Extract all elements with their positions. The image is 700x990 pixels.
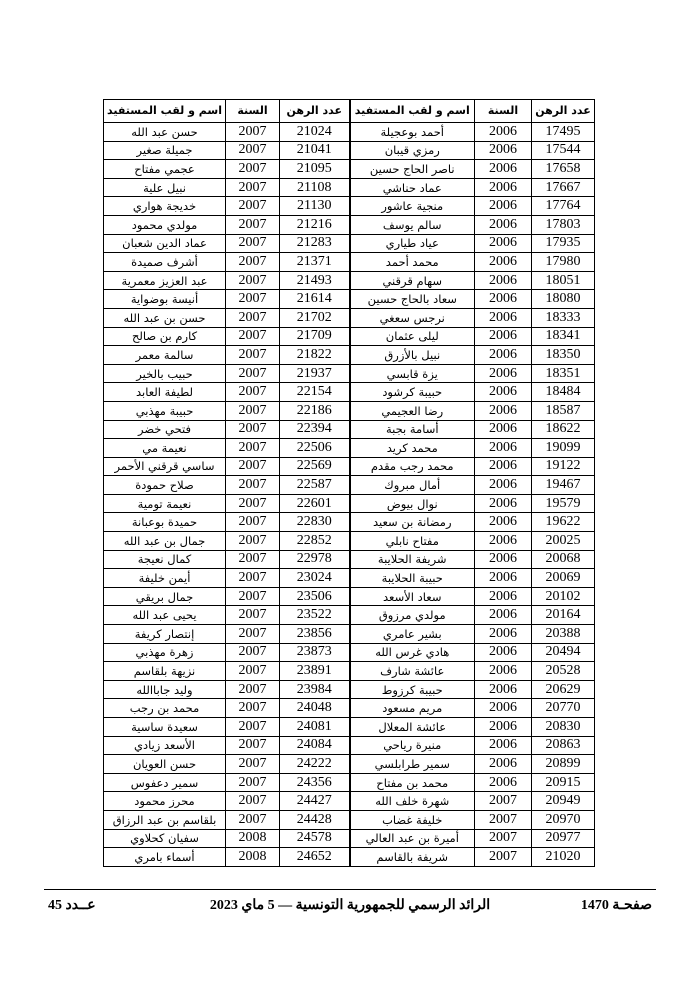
table-row <box>104 346 595 365</box>
year-cell: 2007 <box>226 160 280 179</box>
pledge-number-cell: 21614 <box>280 290 350 309</box>
pledge-number-cell: 21024 <box>280 123 350 142</box>
beneficiary-name-cell: حبيبة كرزوط <box>350 680 475 699</box>
table-row <box>104 215 595 234</box>
beneficiary-name-cell: أمال مبروك <box>350 476 475 495</box>
year-cell: 2007 <box>226 494 280 513</box>
year-cell: 2006 <box>475 476 532 495</box>
table-header-row <box>104 100 595 123</box>
table-body <box>104 123 595 867</box>
beneficiary-name-cell: فتحي خضر <box>104 420 226 439</box>
year-cell: 2007 <box>226 513 280 532</box>
pledge-number-cell: 24222 <box>280 755 350 774</box>
beneficiary-name-cell: يزة قابسي <box>350 364 475 383</box>
pledge-number-cell: 20069 <box>532 569 595 588</box>
beneficiary-name-cell: كارم بن صالح <box>104 327 226 346</box>
year-cell: 2006 <box>475 383 532 402</box>
beneficiary-name-cell: نبيل بالأزرق <box>350 346 475 365</box>
table-row <box>104 513 595 532</box>
beneficiary-name-cell: محمد رجب مقدم <box>350 457 475 476</box>
beneficiary-name-cell: حسن بن عبد الله <box>104 308 226 327</box>
year-cell: 2006 <box>475 680 532 699</box>
beneficiary-name-cell: أيمن خليفة <box>104 569 226 588</box>
beneficiary-name-cell: شريفة الحلايبة <box>350 550 475 569</box>
table-row <box>104 141 595 160</box>
year-cell: 2007 <box>226 308 280 327</box>
year-cell: 2006 <box>475 197 532 216</box>
year-cell: 2006 <box>475 699 532 718</box>
beneficiary-name-cell: مولدي مرزوق <box>350 606 475 625</box>
beneficiary-name-cell: حسن العويان <box>104 755 226 774</box>
table-row <box>104 364 595 383</box>
table-row <box>104 290 595 309</box>
pledge-number-cell: 22830 <box>280 513 350 532</box>
year-cell: 2007 <box>226 736 280 755</box>
year-cell: 2006 <box>475 773 532 792</box>
year-cell: 2007 <box>226 718 280 737</box>
header-beneficiary: اسم و لقب المستفيد <box>350 100 475 123</box>
beneficiaries-table <box>103 99 595 867</box>
pledge-number-cell: 22978 <box>280 550 350 569</box>
year-cell: 2006 <box>475 625 532 644</box>
year-cell: 2006 <box>475 550 532 569</box>
pledge-number-cell: 18080 <box>532 290 595 309</box>
header-pledge-number: عدد الرهن <box>532 100 595 123</box>
beneficiary-name-cell: خليفة غضاب <box>350 810 475 829</box>
year-cell: 2007 <box>226 234 280 253</box>
beneficiary-name-cell: جميلة صغير <box>104 141 226 160</box>
pledge-number-cell: 17803 <box>532 215 595 234</box>
beneficiary-name-cell: أحمد بوعجيلة <box>350 123 475 142</box>
year-cell: 2008 <box>226 848 280 867</box>
year-cell: 2006 <box>475 234 532 253</box>
pledge-number-cell: 21371 <box>280 253 350 272</box>
pledge-number-cell: 21020 <box>532 848 595 867</box>
year-cell: 2007 <box>226 755 280 774</box>
year-cell: 2007 <box>226 253 280 272</box>
pledge-number-cell: 17764 <box>532 197 595 216</box>
pledge-number-cell: 20977 <box>532 829 595 848</box>
beneficiary-name-cell: عجمي مفتاح <box>104 160 226 179</box>
beneficiary-name-cell: مريم مسعود <box>350 699 475 718</box>
table-row <box>104 587 595 606</box>
pledge-number-cell: 23873 <box>280 643 350 662</box>
pledge-number-cell: 21216 <box>280 215 350 234</box>
pledge-number-cell: 21283 <box>280 234 350 253</box>
year-cell: 2006 <box>475 160 532 179</box>
table-row <box>104 699 595 718</box>
table-row <box>104 792 595 811</box>
table-row <box>104 457 595 476</box>
beneficiary-name-cell: مفتاح نابلي <box>350 532 475 551</box>
table-row <box>104 160 595 179</box>
pledge-number-cell: 21937 <box>280 364 350 383</box>
pledge-number-cell: 20164 <box>532 606 595 625</box>
year-cell: 2007 <box>226 587 280 606</box>
pledge-number-cell: 22601 <box>280 494 350 513</box>
year-cell: 2007 <box>226 476 280 495</box>
year-cell: 2006 <box>475 587 532 606</box>
beneficiary-name-cell: خديجة هواري <box>104 197 226 216</box>
beneficiary-name-cell: منجية عاشور <box>350 197 475 216</box>
table-row <box>104 736 595 755</box>
pledge-number-cell: 22852 <box>280 532 350 551</box>
beneficiary-name-cell: شهرة خلف الله <box>350 792 475 811</box>
table-row <box>104 178 595 197</box>
beneficiary-name-cell: سالم يوسف <box>350 215 475 234</box>
header-year: السنة <box>475 100 532 123</box>
beneficiary-name-cell: كمال نعيجة <box>104 550 226 569</box>
beneficiary-name-cell: سمير طرابلسي <box>350 755 475 774</box>
beneficiary-name-cell: محمد كريد <box>350 439 475 458</box>
pledge-number-cell: 21822 <box>280 346 350 365</box>
pledge-number-cell: 21130 <box>280 197 350 216</box>
pledge-number-cell: 21709 <box>280 327 350 346</box>
pledge-number-cell: 22154 <box>280 383 350 402</box>
year-cell: 2006 <box>475 253 532 272</box>
beneficiary-name-cell: محمد بن رجب <box>104 699 226 718</box>
pledge-number-cell: 20629 <box>532 680 595 699</box>
beneficiary-name-cell: سهام قرقني <box>350 271 475 290</box>
beneficiary-name-cell: عماد الدين شعبان <box>104 234 226 253</box>
pledge-number-cell: 20025 <box>532 532 595 551</box>
beneficiary-name-cell: أشرف صميدة <box>104 253 226 272</box>
table-row <box>104 234 595 253</box>
table-row <box>104 848 595 867</box>
year-cell: 2006 <box>475 569 532 588</box>
beneficiary-name-cell: ناصر الحاج حسين <box>350 160 475 179</box>
year-cell: 2007 <box>226 123 280 142</box>
pledge-number-cell: 17935 <box>532 234 595 253</box>
pledge-number-cell: 22186 <box>280 401 350 420</box>
pledge-number-cell: 24084 <box>280 736 350 755</box>
pledge-number-cell: 23984 <box>280 680 350 699</box>
year-cell: 2007 <box>226 810 280 829</box>
pledge-number-cell: 17495 <box>532 123 595 142</box>
year-cell: 2006 <box>475 606 532 625</box>
footer-divider <box>44 889 656 890</box>
year-cell: 2006 <box>475 401 532 420</box>
pledge-number-cell: 20068 <box>532 550 595 569</box>
beneficiary-name-cell: سعاد الأسعد <box>350 587 475 606</box>
year-cell: 2007 <box>226 532 280 551</box>
beneficiary-name-cell: محمد بن مفتاح <box>350 773 475 792</box>
table-row <box>104 643 595 662</box>
pledge-number-cell: 24652 <box>280 848 350 867</box>
table-row <box>104 420 595 439</box>
pledge-number-cell: 21095 <box>280 160 350 179</box>
year-cell: 2007 <box>226 215 280 234</box>
table-row <box>104 718 595 737</box>
beneficiary-name-cell: عياد طياري <box>350 234 475 253</box>
pledge-number-cell: 23856 <box>280 625 350 644</box>
pledge-number-cell: 22394 <box>280 420 350 439</box>
beneficiary-name-cell: عبد العزيز معمرية <box>104 271 226 290</box>
year-cell: 2007 <box>226 439 280 458</box>
table-row <box>104 755 595 774</box>
pledge-number-cell: 21702 <box>280 308 350 327</box>
pledge-number-cell: 19467 <box>532 476 595 495</box>
issue-number: عــدد 45 <box>48 898 96 913</box>
year-cell: 2007 <box>226 773 280 792</box>
table-row <box>104 439 595 458</box>
year-cell: 2006 <box>475 736 532 755</box>
pledge-number-cell: 19579 <box>532 494 595 513</box>
year-cell: 2006 <box>475 643 532 662</box>
pledge-number-cell: 24427 <box>280 792 350 811</box>
year-cell: 2006 <box>475 215 532 234</box>
year-cell: 2006 <box>475 755 532 774</box>
year-cell: 2006 <box>475 290 532 309</box>
year-cell: 2006 <box>475 439 532 458</box>
beneficiary-name-cell: سعاد بالحاج حسين <box>350 290 475 309</box>
pledge-number-cell: 18587 <box>532 401 595 420</box>
year-cell: 2006 <box>475 364 532 383</box>
beneficiary-name-cell: صلاح حمودة <box>104 476 226 495</box>
pledge-number-cell: 18051 <box>532 271 595 290</box>
table-row <box>104 625 595 644</box>
beneficiary-name-cell: ساسي قرقني الأحمر <box>104 457 226 476</box>
table-row <box>104 810 595 829</box>
table-row <box>104 123 595 142</box>
table-row <box>104 550 595 569</box>
table-row <box>104 494 595 513</box>
pledge-number-cell: 19099 <box>532 439 595 458</box>
header-pledge-number: عدد الرهن <box>280 100 350 123</box>
year-cell: 2006 <box>475 532 532 551</box>
table-row <box>104 271 595 290</box>
pledge-number-cell: 23024 <box>280 569 350 588</box>
year-cell: 2006 <box>475 718 532 737</box>
beneficiary-name-cell: رضا العجيمي <box>350 401 475 420</box>
table-row <box>104 569 595 588</box>
beneficiary-name-cell: بلقاسم بن عبد الرزاق <box>104 810 226 829</box>
beneficiary-name-cell: شريفة بالقاسم <box>350 848 475 867</box>
beneficiary-name-cell: يحيى عبد الله <box>104 606 226 625</box>
pledge-number-cell: 20388 <box>532 625 595 644</box>
year-cell: 2007 <box>475 829 532 848</box>
pledge-number-cell: 20830 <box>532 718 595 737</box>
year-cell: 2008 <box>226 829 280 848</box>
beneficiary-name-cell: جمال بن عبد الله <box>104 532 226 551</box>
table-row <box>104 253 595 272</box>
beneficiary-name-cell: مولدي محمود <box>104 215 226 234</box>
pledge-number-cell: 21041 <box>280 141 350 160</box>
beneficiary-name-cell: نعيمة مي <box>104 439 226 458</box>
year-cell: 2007 <box>226 401 280 420</box>
year-cell: 2007 <box>226 178 280 197</box>
pledge-number-cell: 20949 <box>532 792 595 811</box>
pledge-number-cell: 17667 <box>532 178 595 197</box>
pledge-number-cell: 20102 <box>532 587 595 606</box>
pledge-number-cell: 22587 <box>280 476 350 495</box>
table-row <box>104 532 595 551</box>
header-beneficiary: اسم و لقب المستفيد <box>104 100 226 123</box>
year-cell: 2007 <box>226 680 280 699</box>
beneficiary-name-cell: محمد أحمد <box>350 253 475 272</box>
beneficiary-name-cell: نرجس سعغي <box>350 308 475 327</box>
table-row <box>104 476 595 495</box>
year-cell: 2007 <box>226 383 280 402</box>
beneficiary-name-cell: رمضانة بن سعيد <box>350 513 475 532</box>
beneficiary-name-cell: زهرة مهذبي <box>104 643 226 662</box>
table-row <box>104 308 595 327</box>
pledge-number-cell: 20970 <box>532 810 595 829</box>
pledge-number-cell: 24081 <box>280 718 350 737</box>
beneficiary-name-cell: عائشة المعلال <box>350 718 475 737</box>
beneficiary-name-cell: محرز محمود <box>104 792 226 811</box>
pledge-number-cell: 21493 <box>280 271 350 290</box>
year-cell: 2007 <box>226 271 280 290</box>
pledge-number-cell: 17544 <box>532 141 595 160</box>
beneficiary-name-cell: حبيبة كرشود <box>350 383 475 402</box>
beneficiary-name-cell: أنيسة بوضواية <box>104 290 226 309</box>
year-cell: 2007 <box>226 625 280 644</box>
pledge-number-cell: 17980 <box>532 253 595 272</box>
beneficiary-name-cell: سفيان كحلاوي <box>104 829 226 848</box>
page-number: صفحـة 1470 <box>580 898 652 913</box>
beneficiary-name-cell: جمال بريقي <box>104 587 226 606</box>
header-year: السنة <box>226 100 280 123</box>
beneficiary-name-cell: ليلى عثمان <box>350 327 475 346</box>
year-cell: 2007 <box>226 346 280 365</box>
year-cell: 2007 <box>226 141 280 160</box>
beneficiary-name-cell: لطيفة العابد <box>104 383 226 402</box>
pledge-number-cell: 22569 <box>280 457 350 476</box>
gazette-title: الرائد الرسمي للجمهورية التونسية — 5 ماي 2023 <box>209 898 491 913</box>
year-cell: 2007 <box>226 290 280 309</box>
pledge-number-cell: 20770 <box>532 699 595 718</box>
pledge-number-cell: 18350 <box>532 346 595 365</box>
pledge-number-cell: 18333 <box>532 308 595 327</box>
pledge-number-cell: 24428 <box>280 810 350 829</box>
pledge-number-cell: 20915 <box>532 773 595 792</box>
pledge-number-cell: 20899 <box>532 755 595 774</box>
table-row <box>104 327 595 346</box>
table-row <box>104 829 595 848</box>
beneficiary-name-cell: أميرة بن عبد العالي <box>350 829 475 848</box>
pledge-number-cell: 23891 <box>280 662 350 681</box>
pledge-number-cell: 23506 <box>280 587 350 606</box>
year-cell: 2006 <box>475 457 532 476</box>
year-cell: 2006 <box>475 494 532 513</box>
beneficiary-name-cell: أسامة بجبة <box>350 420 475 439</box>
table-row <box>104 197 595 216</box>
year-cell: 2006 <box>475 141 532 160</box>
year-cell: 2007 <box>226 662 280 681</box>
table-row <box>104 662 595 681</box>
pledge-number-cell: 20494 <box>532 643 595 662</box>
beneficiary-name-cell: أسماء بامري <box>104 848 226 867</box>
year-cell: 2007 <box>475 810 532 829</box>
year-cell: 2006 <box>475 178 532 197</box>
year-cell: 2006 <box>475 271 532 290</box>
beneficiary-name-cell: هادي غرس الله <box>350 643 475 662</box>
year-cell: 2007 <box>475 848 532 867</box>
beneficiary-name-cell: إنتصار كريفة <box>104 625 226 644</box>
pledge-number-cell: 21108 <box>280 178 350 197</box>
year-cell: 2007 <box>226 643 280 662</box>
year-cell: 2007 <box>226 364 280 383</box>
year-cell: 2006 <box>475 346 532 365</box>
beneficiary-name-cell: نوال بيوض <box>350 494 475 513</box>
year-cell: 2007 <box>226 327 280 346</box>
beneficiary-name-cell: بشير عامري <box>350 625 475 644</box>
year-cell: 2007 <box>475 792 532 811</box>
pledge-number-cell: 22506 <box>280 439 350 458</box>
year-cell: 2006 <box>475 327 532 346</box>
pledge-number-cell: 24356 <box>280 773 350 792</box>
beneficiary-name-cell: رمزي قيبان <box>350 141 475 160</box>
pledge-number-cell: 19622 <box>532 513 595 532</box>
year-cell: 2007 <box>226 197 280 216</box>
pledge-number-cell: 18351 <box>532 364 595 383</box>
pledge-number-cell: 23522 <box>280 606 350 625</box>
pledge-number-cell: 18341 <box>532 327 595 346</box>
beneficiary-name-cell: حبيب بالخير <box>104 364 226 383</box>
table-row <box>104 383 595 402</box>
year-cell: 2007 <box>226 699 280 718</box>
pledge-number-cell: 20528 <box>532 662 595 681</box>
year-cell: 2006 <box>475 123 532 142</box>
pledge-number-cell: 20863 <box>532 736 595 755</box>
year-cell: 2006 <box>475 662 532 681</box>
beneficiary-name-cell: سالمة معمر <box>104 346 226 365</box>
pledge-number-cell: 24578 <box>280 829 350 848</box>
table-row <box>104 606 595 625</box>
year-cell: 2007 <box>226 420 280 439</box>
table-row <box>104 680 595 699</box>
year-cell: 2006 <box>475 308 532 327</box>
table-row <box>104 401 595 420</box>
beneficiary-name-cell: عائشة شارف <box>350 662 475 681</box>
beneficiary-name-cell: نعيمة تومية <box>104 494 226 513</box>
beneficiary-name-cell: حسن عبد الله <box>104 123 226 142</box>
year-cell: 2006 <box>475 513 532 532</box>
beneficiary-name-cell: حبيبة مهذبي <box>104 401 226 420</box>
beneficiary-name-cell: منيرة رياحي <box>350 736 475 755</box>
beneficiary-name-cell: عماد حناشي <box>350 178 475 197</box>
pledge-number-cell: 18622 <box>532 420 595 439</box>
pledge-number-cell: 19122 <box>532 457 595 476</box>
year-cell: 2006 <box>475 420 532 439</box>
year-cell: 2007 <box>226 569 280 588</box>
beneficiary-name-cell: الأسعد زيادي <box>104 736 226 755</box>
beneficiary-name-cell: وليد جاباالله <box>104 680 226 699</box>
year-cell: 2007 <box>226 792 280 811</box>
pledge-number-cell: 24048 <box>280 699 350 718</box>
beneficiary-name-cell: نبيل علية <box>104 178 226 197</box>
year-cell: 2007 <box>226 457 280 476</box>
pledge-number-cell: 17658 <box>532 160 595 179</box>
beneficiary-name-cell: سعيدة ساسية <box>104 718 226 737</box>
year-cell: 2007 <box>226 550 280 569</box>
beneficiary-name-cell: سمير دعفوس <box>104 773 226 792</box>
beneficiary-name-cell: نزيهة بلقاسم <box>104 662 226 681</box>
table-row <box>104 773 595 792</box>
beneficiary-name-cell: حميدة بوعبانة <box>104 513 226 532</box>
year-cell: 2007 <box>226 606 280 625</box>
pledge-number-cell: 18484 <box>532 383 595 402</box>
beneficiary-name-cell: حبيبة الحلايبة <box>350 569 475 588</box>
